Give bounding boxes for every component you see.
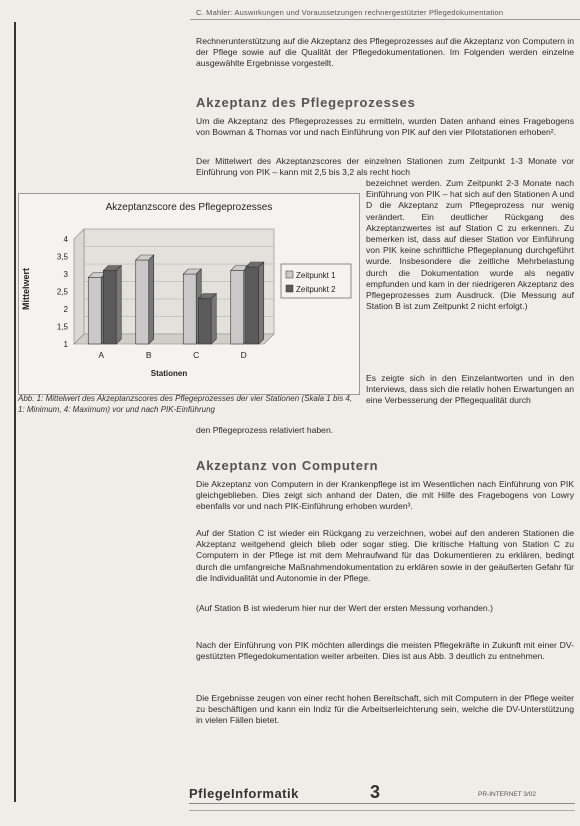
header-rule [190, 19, 580, 20]
bar [103, 271, 116, 345]
issue-number: 3 [370, 782, 381, 802]
bar [198, 299, 211, 345]
footer-rule [189, 803, 575, 804]
paragraph: Um die Akzeptanz des Pflegeprozesses zu ermitteln, wurden Daten anhand eines Fragebogens von Bowman & Thomas vor und nach Einführung von PIK auf den vier Pilotstationen erhoben². [196, 116, 574, 138]
bar [88, 278, 101, 345]
legend [281, 264, 351, 298]
paragraph: Nach der Einführung von PIK möchten allerdings die meisten Pflegekräfte in Zukunft mit einer DV-gestützten Pflegedokumentation weiter arbeiten. Dies ist aus Abb. 3 deutlich zu entnehmen. [196, 640, 574, 662]
y-axis-label: Mittelwert [21, 267, 31, 311]
plot-area [57, 229, 274, 360]
y-tick-label: 4 [63, 235, 68, 244]
x-axis-label: Stationen [150, 369, 188, 378]
paragraph-column: bezeichnet werden. Zum Zeitpunkt 2-3 Monate nach Einführung von PIK – hat sich auf den Stationen A und D die Akzeptanz zum Pflegeprozess nur wenig verändert. Ein deutlicher Rückgang des Akzeptanzwertes ist auf Station C zu erkennen. Zu bemerken ist, dass auf dieser Station vor Einführung von PIK keine schriftliche Pflegeplanung durchgeführt wurde. Insbesondere die zeitliche Mehrbelastung durch die Dokumentation wurde als negativ empfunden und kam in der niedrigeren Akzeptanz des Pflegeprozesses zum Ausdruck. (Die Messung auf Station B ist zum Zeitpunkt 2 nicht erfolgt.) [366, 178, 574, 312]
bar [183, 274, 196, 344]
bar [246, 267, 259, 344]
journal-logo: PflegeInformatik [189, 786, 299, 801]
paragraph-column: Es zeigte sich in den Einzelantworten und in den Interviews, dass sich die relativ hohen Erwartungen an eine Verbesserung der Pflegequalität durch [366, 373, 574, 406]
x-tick-label: D [240, 350, 247, 360]
legend-label: Zeitpunkt 2 [296, 285, 336, 294]
paragraph: Die Akzeptanz von Computern in der Krankenpflege ist im Wesentlichen nach Einführung von PIK gleichgeblieben. Dies zeigt sich anhand der Daten, die mit Hilfe des Fragebogens von Lowry ebenfalls vor und nach PIK-Einführung erhoben wurden³. [196, 479, 574, 512]
chart-title: Akzeptanzscore des Pflegeprozesses [105, 202, 273, 213]
paragraph: (Auf Station B ist wiederum hier nur der Wert der ersten Messung vorhanden.) [196, 603, 493, 613]
section-heading-pflegeprozess: Akzeptanz des Pflegeprozesses [196, 95, 416, 110]
figure-caption: Abb. 1: Mittelwert des Akzeptanzscores des Pflegeprozesses der vier Stationen (Skala 1 bis 4, 1: Minimum, 4: Maximum) vor und nach PIK-Einführung [18, 394, 353, 414]
chart-side-wall [74, 229, 84, 344]
bar-chart [19, 194, 359, 394]
issue-reference: PR-INTERNET 3/02 [478, 791, 537, 798]
margin-rule [14, 22, 16, 802]
x-tick-label: A [98, 350, 105, 360]
legend-swatch [286, 285, 293, 292]
bar [136, 260, 149, 344]
intro-paragraph: Rechnerunterstützung auf die Akzeptanz des Pflegeprozesses auf die Akzeptanz von Computern in der Pflege sowie auf die Qualität der Pflegedokumentationen. Im Folgenden werden einzelne ausgewählte Ergebnisse vorgestellt. [196, 36, 574, 69]
y-tick-label: 3,5 [56, 252, 68, 262]
legend-label: Zeitpunkt 1 [296, 271, 336, 280]
y-tick-label: 1,5 [56, 322, 68, 332]
bar-side [116, 266, 121, 345]
bar [231, 271, 244, 345]
paragraph: Die Ergebnisse zeugen von einer recht hohen Bereitschaft, sich mit Computern in der Pflege weiter zu beschäftigen und kann ein Indiz für die Arbeitserleichterung sein, welche die DV-Unterstützung in vielen Fällen bietet. [196, 693, 574, 726]
paragraph: Der Mittelwert des Akzeptanzscores der einzelnen Stationen zum Zeitpunkt 1-3 Monate vor Einführung von PIK – kann mit 2,5 bis 3,2 als recht hoch [196, 156, 574, 178]
y-tick-label: 2,5 [56, 287, 68, 297]
y-tick-label: 1 [63, 340, 68, 349]
y-tick-label: 2 [63, 305, 68, 314]
bar-side [149, 255, 154, 344]
footer-rule [189, 810, 575, 811]
legend-swatch [286, 271, 293, 278]
paragraph: den Pflegeprozess relativiert haben. [196, 425, 334, 435]
section-heading-computer: Akzeptanz von Computern [196, 458, 379, 473]
bar-side [211, 294, 216, 345]
running-head: C. Mahler: Auswirkungen und Voraussetzungen rechnergestützter Pflegedokumentation [196, 8, 504, 17]
y-tick-label: 3 [63, 270, 68, 279]
chart-frame [18, 193, 360, 395]
x-tick-label: C [193, 350, 200, 360]
x-tick-label: B [145, 350, 152, 360]
bar-side [259, 262, 264, 344]
paragraph: Auf der Station C ist wieder ein Rückgang zu verzeichnen, wobei auf den anderen Stationen die Akzeptanz weitgehend gleich blieb oder sogar stieg. Die kritische Haltung von Station C zu Computern in der Pflege ist mit dem Mehraufwand für das Dokumentieren zu erklären, bedingt durch die umfangreiche Maßnahmendokumentation zu erklären sowie in der geäußerten Gefahr für die Individualität und Autonomie in der Pflege. [196, 528, 574, 583]
